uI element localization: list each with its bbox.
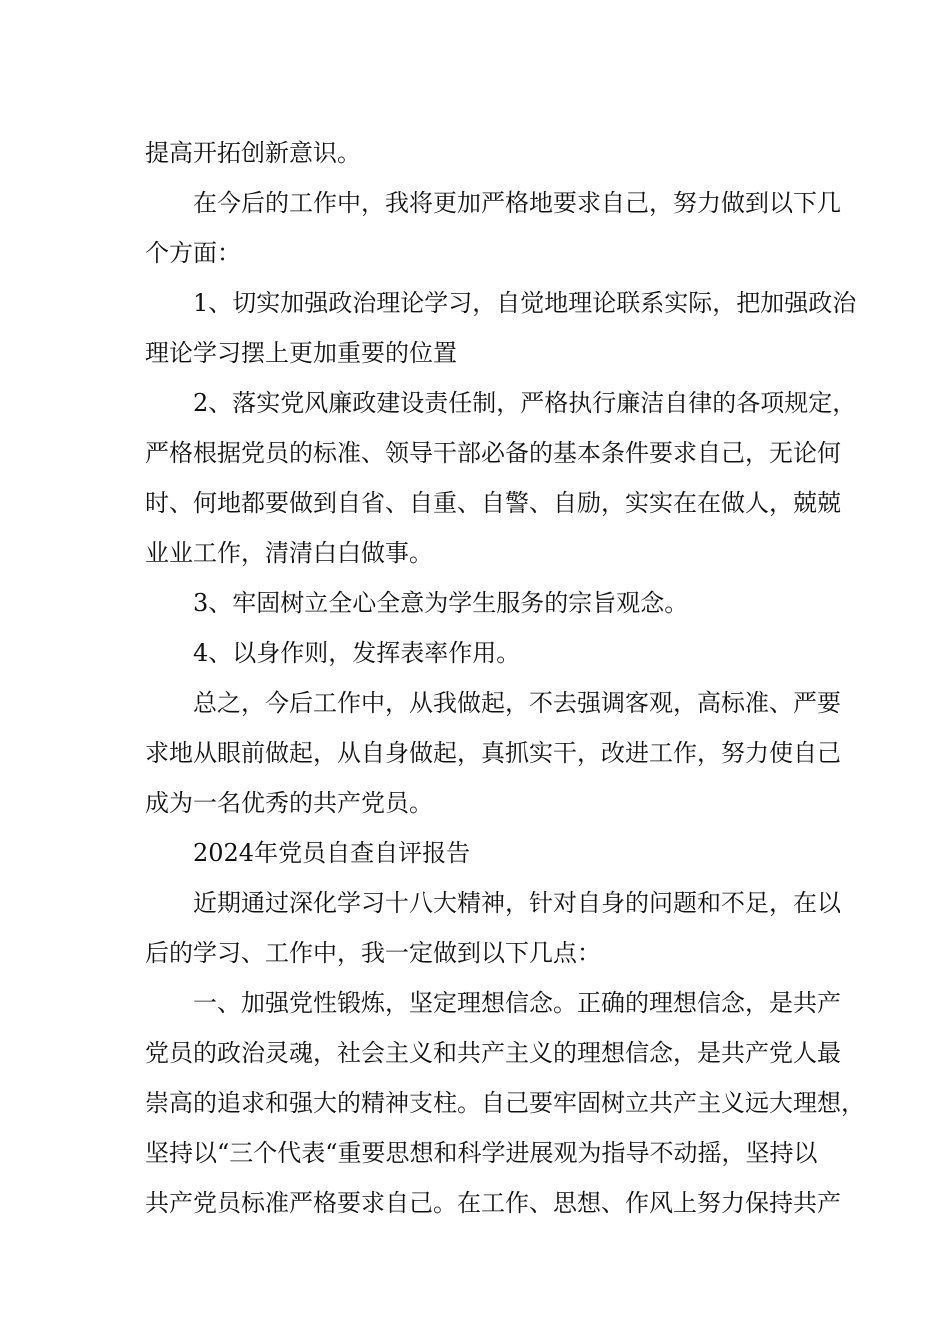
text-line: 2024年党员自查自评报告 [193, 839, 471, 867]
paragraph [145, 178, 841, 278]
text-line: 1、切实加强政治理论学习，自觉地理论联系实际，把加强政治 [193, 289, 857, 317]
text-line: 总之，今后工作中，从我做起，不去强调客观，高标准、严要 [193, 689, 841, 717]
paragraph [145, 978, 865, 1228]
text-line: 求地从眼前做起，从自身做起，真抓实干，改进工作，努力使自己 [145, 739, 841, 767]
text-line: 党员的政治灵魂，社会主义和共产主义的理想信念，是共产党人最 [145, 1039, 841, 1067]
text-line: 时、何地都要做到自省、自重、自警、自励，实实在在做人，兢兢 [145, 489, 841, 517]
paragraph [145, 378, 857, 578]
text-line: 提高开拓创新意识。 [145, 139, 361, 167]
section-heading [145, 828, 825, 878]
text-line: 近期通过深化学习十八大精神，针对自身的问题和不足，在以 [193, 889, 841, 917]
text-line: 3、牢固树立全心全意为学生服务的宗旨观念。 [193, 589, 689, 617]
text-line: 一、加强党性锻炼，坚定理想信念。正确的理想信念，是共产 [193, 989, 841, 1017]
text-line: 后的学习、工作中，我一定做到以下几点： [145, 939, 601, 967]
paragraph [145, 678, 841, 828]
text-line: 理论学习摆上更加重要的位置 [145, 339, 457, 367]
document-body [145, 128, 865, 1228]
paragraph [145, 878, 841, 978]
text-line: 个方面： [145, 239, 241, 267]
text-line: 严格根据党员的标准、领导干部必备的基本条件要求自己，无论何 [145, 439, 841, 467]
paragraph [145, 628, 825, 678]
text-line: 4、以身作则，发挥表率作用。 [193, 639, 521, 667]
text-line: 业业工作，清清白白做事。 [145, 539, 433, 567]
paragraph [145, 578, 825, 628]
text-line: 2、落实党风廉政建设责任制，严格执行廉洁自律的各项规定， [193, 389, 857, 417]
text-line: 成为一名优秀的共产党员。 [145, 789, 433, 817]
text-line: 崇高的追求和强大的精神支柱。自己要牢固树立共产主义远大理想， [145, 1089, 865, 1117]
paragraph [145, 278, 857, 378]
text-line: 共产党员标准严格要求自己。在工作、思想、作风上努力保持共产 [145, 1189, 841, 1217]
text-line: 坚持以“三个代表“重要思想和科学进展观为指导不动摇，坚持以 [145, 1139, 818, 1167]
text-line: 在今后的工作中，我将更加严格地要求自己，努力做到以下几 [193, 189, 841, 217]
paragraph [145, 128, 825, 178]
